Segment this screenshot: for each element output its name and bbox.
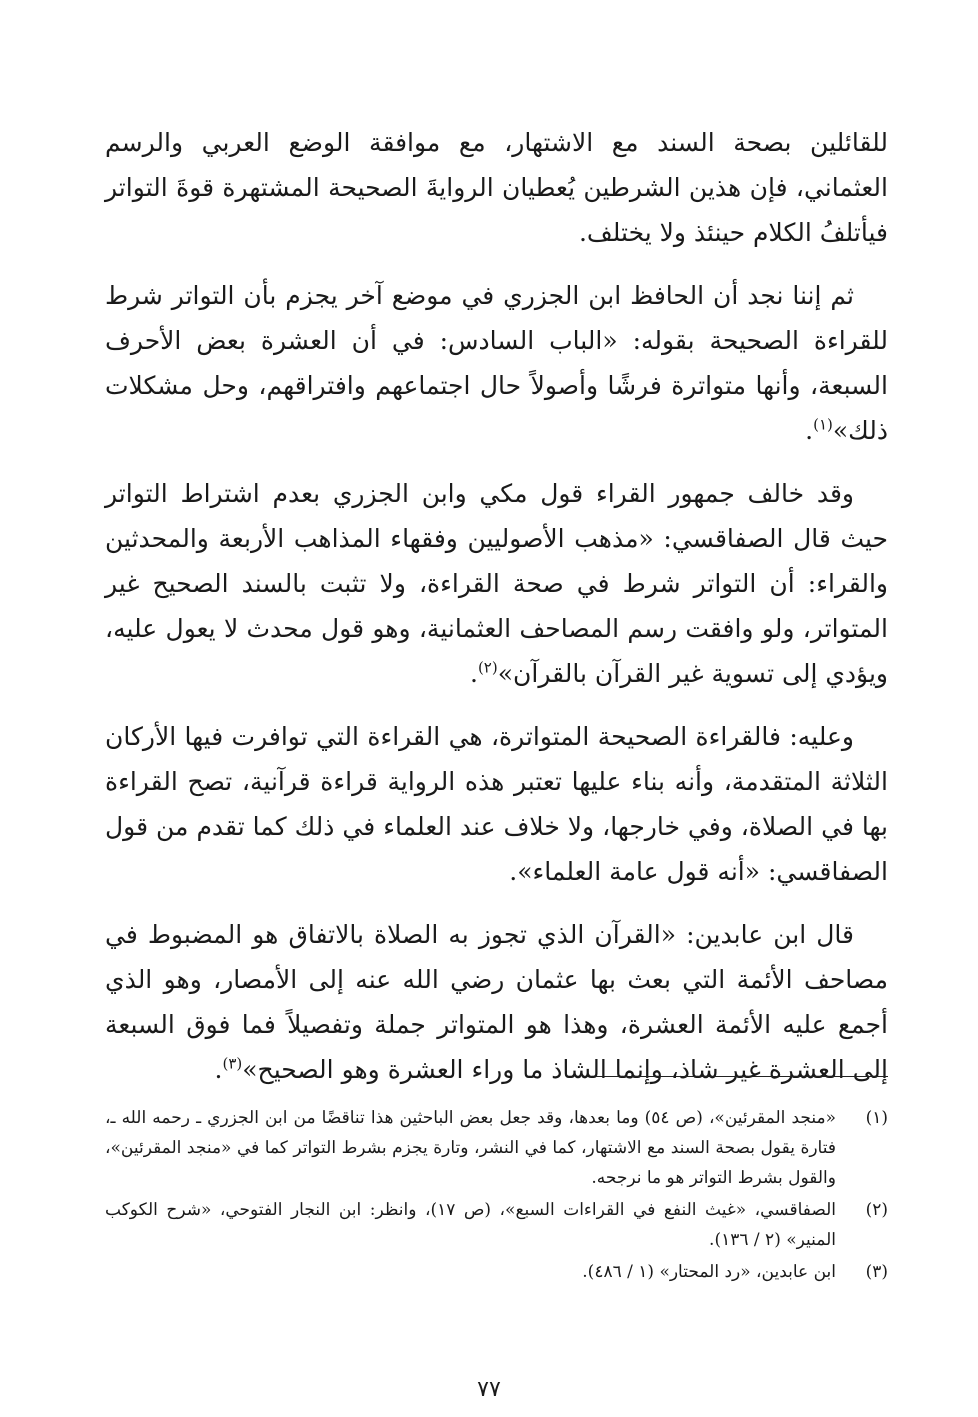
paragraph-text: وعليه: فالقراءة الصحيحة المتواترة، هي القراءة التي توافرت فيها الأركان الثلاثة المتقدمة، وأنه بناء عليها تعتبر هذه الرواية قراءة قرآنية، تصح القراءة بها في الصلاة، وفي خارجها، ولا خلاف عند العلماء في ذلك كما تقدم من قول الصفاقسي: «أنه قول عامة العلماء». [105, 722, 888, 886]
paragraph-3: وقد خالف جمهور القراء قول مكي وابن الجزري بعدم اشتراط التواتر حيث قال الصفاقسي: «مذهب الأصوليين وفقهاء المذاهب الأربعة والمحدثين والقراء: أن التواتر شرط في صحة القراءة، ولا تثبت بالسند الصحيح غير المتواتر، ولو وافقت رسم المصاحف العثمانية، وهو قول محدث لا يعول عليه، ويؤدي إلى تسوية غير القرآن بالقرآن»$^{(٢)}$. [105, 479, 888, 688]
paragraph-1 [105, 120, 888, 255]
main-text [105, 120, 888, 1110]
paragraph-4 [105, 714, 888, 894]
footnote-reference[interactable]: (١) [813, 415, 833, 434]
footnote-3 [105, 1257, 888, 1287]
footnote-number: (١) [865, 1108, 888, 1128]
footnote-2 [105, 1195, 888, 1255]
footnote-reference[interactable]: (٢) [477, 658, 498, 677]
footnote-text: ابن عابدين، «رد المحتار» (١ / ٤٨٦). [582, 1262, 836, 1282]
page-number: ٧٧ [477, 1377, 501, 1402]
footnote-number: (٢) [865, 1200, 888, 1220]
paragraph-5: قال ابن عابدين: «القرآن الذي تجوز به الصلاة بالاتفاق هو المضبوط في مصاحف الأئمة التي بعث بها عثمان رضي الله عنه إلى الأمصار، وهو الذي أجمع عليه الأئمة العشرة، وهذا هو المتواتر جملة وتفصيلاً فما فوق السبعة إلى العشرة غير شاذ، وإنما الشاذ ما وراء العشرة وهو الصحيح»$^{(٣)}$. [105, 920, 888, 1084]
footnote-1 [105, 1103, 888, 1193]
footnote-reference[interactable]: (٣) [222, 1054, 243, 1073]
footnote-text: الصفاقسي، «غيث النفع في القراءات السبع»، (ص ١٧)، وانظر: ابن النجار الفتوحي، «شرح الكوكب المنير» (٢ / ١٣٦). [105, 1200, 836, 1250]
paragraph-2: ثم إننا نجد أن الحافظ ابن الجزري في موضع آخر يجزم بأن التواتر شرط للقراءة الصحيحة بقوله: «الباب السادس: في أن العشرة بعض الأحرف السبعة، وأنها متواترة فرشًا وأصولاً حال اجتماعهم وافتراقهم، وحل مشكلات ذلك»$^{(١)}$. [105, 281, 888, 445]
paragraph-text: وقد خالف جمهور القراء قول مكي وابن الجزري بعدم اشتراط التواتر حيث قال الصفاقسي: «مذهب الأصوليين وفقهاء المذاهب الأربعة والمحدثين والقراء: أن التواتر شرط في صحة القراءة، ولا تثبت بالسند الصحيح غير المتواتر، ولو وافقت رسم المصاحف العثمانية، وهو قول محدث لا يعول عليه، ويؤدي إلى تسوية غير القرآن بالقرآن» [105, 479, 888, 688]
footnote-divider [596, 1076, 888, 1077]
paragraph-text: ثم إننا نجد أن الحافظ ابن الجزري في موضع آخر يجزم بأن التواتر شرط للقراءة الصحيحة بقوله: «الباب السادس: في أن العشرة بعض الأحرف السبعة، وأنها متواترة فرشًا وأصولاً حال اجتماعهم وافتراقهم، وحل مشكلات ذلك» [105, 281, 888, 445]
footnote-text: «منجد المقرئين»، (ص ٥٤) وما بعدها، وقد جعل بعض الباحثين هذا تناقضًا من ابن الجزري ـ رحمه الله ـ، فتارة يقول بصحة السند مع الاشتهار، كما في النشر، وتارة يجزم بشرط التواتر كما في «منجد المقرئين»، والقول بشرط التواتر هو ما نرجحه. [105, 1108, 836, 1188]
paragraph-text: للقائلين بصحة السند مع الاشتهار، مع موافقة الوضع العربي والرسم العثماني، فإن هذين الشرطين يُعطيان الروايةَ الصحيحة المشتهرة قوةَ التواتر فيأتلفُ الكلام حينئذ ولا يختلف. [105, 128, 888, 247]
footnotes [105, 1103, 888, 1289]
paragraph-text: قال ابن عابدين: «القرآن الذي تجوز به الصلاة بالاتفاق هو المضبوط في مصاحف الأئمة التي بعث بها عثمان رضي الله عنه إلى الأمصار، وهو الذي أجمع عليه الأئمة العشرة، وهذا هو المتواتر جملة وتفصيلاً فما فوق السبعة إلى العشرة غير شاذ، وإنما الشاذ ما وراء العشرة وهو الصحيح» [105, 920, 888, 1084]
footnote-number: (٣) [865, 1262, 888, 1282]
